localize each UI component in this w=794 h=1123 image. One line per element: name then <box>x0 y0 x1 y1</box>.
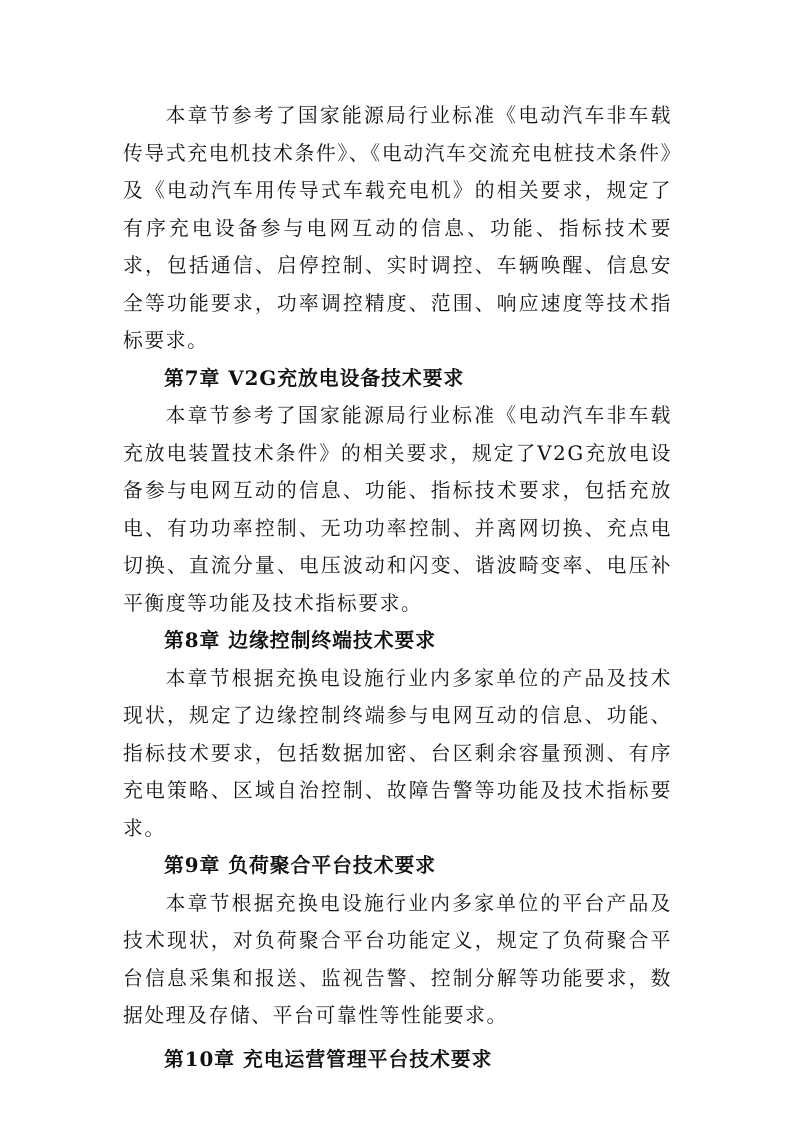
chapter-8-title: 边缘控制终端技术要求 <box>228 628 437 652</box>
document-page <box>123 97 672 1078</box>
chapter-8-number: 第8章 <box>164 628 221 652</box>
chapter-10-title: 充电运营管理平台技术要求 <box>242 1046 493 1071</box>
chapter-7-title: V2G充放电设备技术要求 <box>228 365 465 390</box>
chapter-9-title: 负荷聚合平台技术要求 <box>228 853 437 877</box>
chapter-10-number: 第10章 <box>164 1046 236 1071</box>
chapter-9-heading <box>123 847 672 885</box>
chapter-7-body-paragraph: 本章节参考了国家能源局行业标准《电动汽车非车载充放电装置技术条件》的相关要求，规定了V2G充放电设备参与电网互动的信息、功能、指标技术要求，包括充放电、有功功率控制、无功功率控制、并离网切换、充点电切换、直流分量、电压波动和闪变、谐波畸变率、电压补平衡度等功能及技术指标要求。 <box>123 404 672 615</box>
chapter-7-number: 第7章 <box>164 365 221 390</box>
chapter-10-heading <box>123 1041 672 1079</box>
chapter-7-heading <box>123 360 672 398</box>
chapter-6-body-paragraph: 本章节参考了国家能源局行业标准《电动汽车非车载传导式充电机技术条件》、《电动汽车交流充电桩技术条件》及《电动汽车用传导式车载充电机》的相关要求，规定了有序充电设备参与电网互动的信息、功能、指标技术要求，包括通信、启停控制、实时调控、车辆唤醒、信息安全等功能要求，功率调控精度、范围、响应速度等技术指标要求。 <box>123 104 672 352</box>
chapter-9-body-paragraph: 本章节根据充换电设施行业内多家单位的平台产品及技术现状，对负荷聚合平台功能定义，规定了负荷聚合平台信息采集和报送、监视告警、控制分解等功能要求，数据处理及存储、平台可靠性等性能要求。 <box>123 891 672 1027</box>
chapter-8-body-paragraph: 本章节根据充换电设施行业内多家单位的产品及技术现状，规定了边缘控制终端参与电网互动的信息、功能、指标技术要求，包括数据加密、台区剩余容量预测、有序充电策略、区域自治控制、故障告警等功能及技术指标要求。 <box>123 666 672 840</box>
chapter-8-heading <box>123 622 672 660</box>
chapter-9-number: 第9章 <box>164 853 221 877</box>
